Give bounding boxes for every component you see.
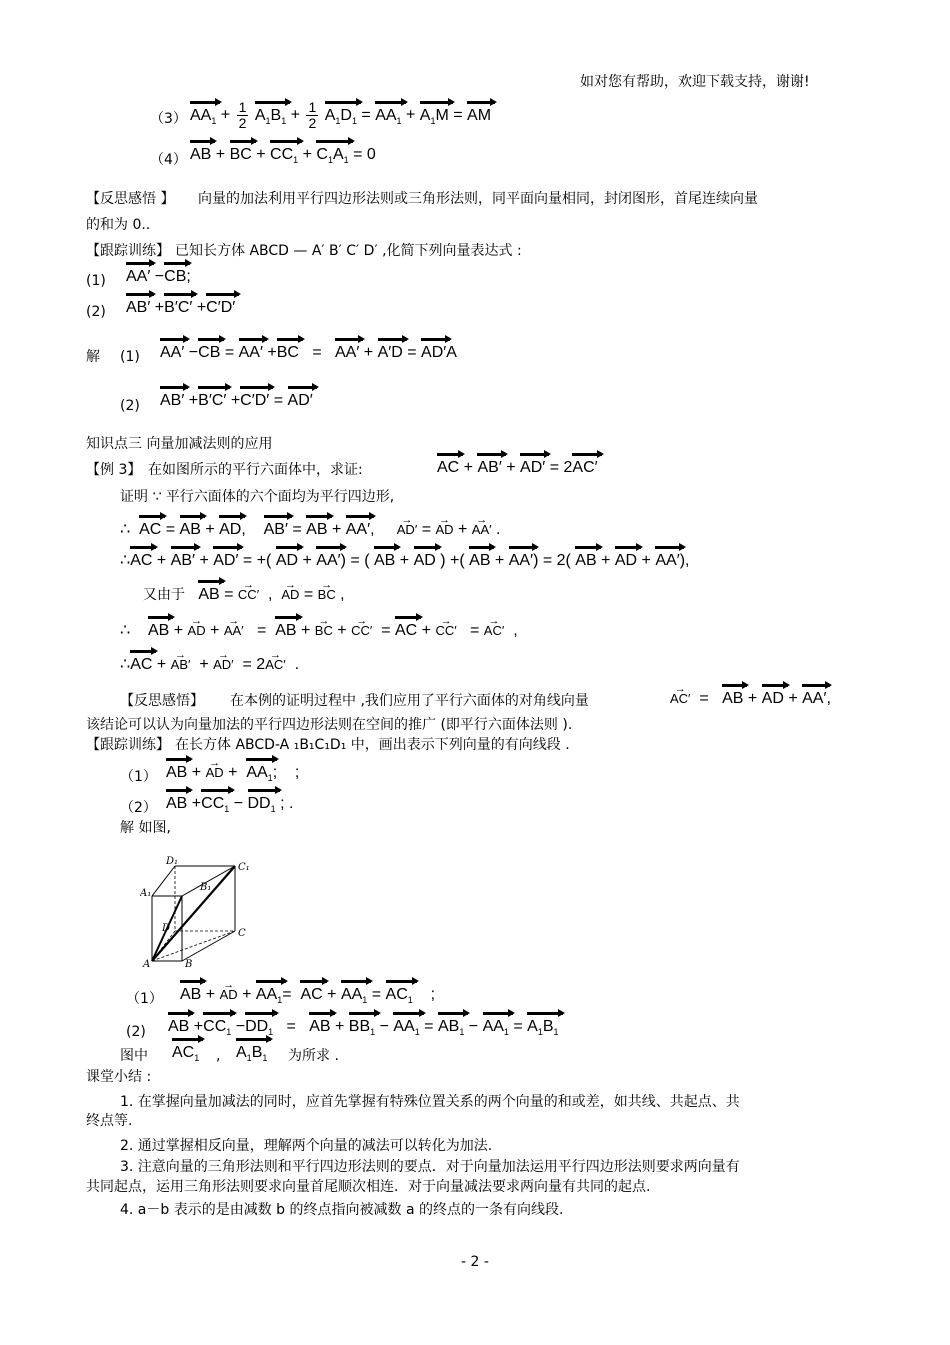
reflection-tag: 【反思感悟 】 — [86, 191, 175, 207]
vertex-label-b1: B₁ — [200, 882, 212, 893]
question-2: AB′ +B′C′ +C′D′ — [126, 299, 236, 316]
practice-2-q1: AB + → AD + $AA_1$; ; — [166, 764, 299, 787]
figure-note-sep: , — [216, 1048, 221, 1064]
item4-expression: AB + BC + $CC_1 + C_1A_1 = 0$ — [190, 146, 376, 169]
reflection-text-2: 的和为 0.. — [86, 217, 151, 233]
vertex-label-c1: C₁ — [238, 862, 250, 873]
answer-1-label: （1） — [126, 991, 163, 1007]
proof-line-1: ∴ AC = AB + AD, AB′ = AB + AA′, → AD′ = → AD + → AA′ . — [120, 521, 500, 539]
summary-point-2: 2. 通过掌握相反向量，理解两个向量的减法可以转化为加法. — [120, 1138, 493, 1154]
question-2-label: (2) — [86, 304, 106, 320]
proof-line-4: ∴ AB + → AD + → AA′ = AB + → BC + → CC′ = AC + → CC′ = → AC′ , — [120, 622, 518, 640]
item3-label: （3） — [150, 111, 187, 127]
cuboid-figure — [140, 856, 255, 968]
figure-note-vector-2: $A_1B_1$ — [236, 1044, 267, 1067]
solution-1-label: (1) — [120, 349, 140, 365]
practice-2-text: 在长方体 ABCD-A ₁B₁C₁D₁ 中，画出表示下列向量的有向线段 . — [175, 737, 570, 753]
reflection-2-text-2: 该结论可以认为向量加法的平行四边形法则在空间的推广 (即平行六面体法则 ). — [86, 717, 573, 733]
vertex-label-d: D — [162, 923, 171, 934]
vertex-label-b: B — [185, 959, 193, 968]
example-text: 在如图所示的平行六面体中，求证: — [148, 462, 363, 478]
figure-note-prefix: 图中 — [120, 1048, 148, 1064]
example-expression: AC + AB′ + AD′ = 2AC′ — [437, 459, 598, 476]
vertex-label-c: C — [238, 928, 246, 939]
vertex-label-d1: D₁ — [166, 856, 179, 867]
section-title: 知识点三 向量加减法则的应用 — [86, 436, 273, 452]
figure-note-vector-1: $AC_1$ — [172, 1044, 199, 1067]
proof-intro: 证明 ∵ 平行六面体的六个面均为平行四边形, — [120, 489, 395, 505]
summary-point-1-cont: 终点等. — [86, 1113, 133, 1129]
answer-2-label: (2) — [126, 1024, 146, 1040]
question-1-label: (1) — [86, 273, 106, 289]
vector-aa1: $AA_1$ — [190, 107, 216, 130]
reflection-2-tag: 【反思感悟】 — [120, 693, 204, 709]
figure-note-suffix: 为所求 . — [288, 1048, 339, 1064]
reflection-2-text: 在本例的证明过程中 ,我们应用了平行六面体的对角线向量 — [230, 693, 589, 709]
solution-label: 解 — [86, 349, 100, 365]
reflection-text: 向量的加法利用平行四边形法则或三角形法则，同平面向量相同，封闭图形，首尾连续向量 — [198, 191, 758, 207]
summary-title: 课堂小结 : — [86, 1069, 152, 1085]
proof-line-3: 又由于 AB = → CC′ , → AD = → BC , — [143, 586, 345, 604]
practice-2-q1-label: （1） — [120, 769, 157, 785]
item3-expression: $AA_1$ + $\frac{1}{2}$ $A_1B_1$ + $\frac{1}{2}$ $A_1D_1 = AA_1 + A_1M$ = AM — [190, 99, 492, 131]
solution-2: AB′ +B′C′ +C′D′ = AD′ — [160, 392, 313, 409]
question-1: AA′ −CB; — [126, 268, 191, 285]
answer-2: AB $+CC_1 -DD_1$ = AB + $BB_1 - AA_1 = AB_1 - AA_1 = A_1B_1$ — [168, 1018, 559, 1041]
summary-point-4: 4. a－b 表示的是由减数 b 的终点指向被减数 a 的终点的一条有向线段. — [120, 1202, 564, 1218]
solution-1: AA′ −CB = AA′ +BC = AA′ + A′D = AD′A — [160, 344, 457, 361]
example-tag: 【例 3】 — [86, 462, 142, 478]
practice-2-solution: 解 如图, — [120, 820, 171, 836]
answer-1: AB + → AD + $AA_1=$ AC + $AA_1 = AC_1$ ; — [180, 986, 435, 1009]
summary-point-3-cont: 共同起点，运用三角形法则要求向量首尾顺次相连．对于向量减法要求两向量有共同的起点. — [86, 1179, 651, 1195]
practice-2-q2-label: （2） — [120, 800, 157, 816]
reflection-2-expression: → AC′ = AB + AD + AA′, — [670, 690, 831, 708]
vertex-label-a1: A₁ — [140, 888, 152, 899]
header-note: 如对您有帮助，欢迎下载支持，谢谢! — [580, 74, 810, 90]
page-number: - 2 - — [461, 1254, 489, 1270]
practice-2-q2: AB $+CC_1 - DD_1$ ; . — [166, 795, 293, 818]
practice-text: 已知长方体 ABCD — A′ B′ C′ D′ ,化简下列向量表达式 : — [175, 243, 522, 259]
item4-label: （4） — [150, 152, 187, 168]
solution-2-label: (2) — [120, 398, 140, 414]
proof-line-2: ∴AC + AB′ + AD′ = +( AD + AA′) = ( AB + AD ) +( AB + AA′) = 2( AB + AD + AA′), — [120, 552, 690, 569]
vertex-label-a: A — [143, 959, 151, 968]
proof-line-5: ∴AC + → AB′ + → AD′ = 2→ AC′ . — [120, 656, 299, 674]
practice-2-tag: 【跟踪训练】 — [86, 737, 170, 753]
summary-point-1: 1. 在掌握向量加减法的同时，应首先掌握有特殊位置关系的两个向量的和或差，如共线、共起点、共 — [120, 1094, 740, 1110]
summary-point-3: 3. 注意向量的三角形法则和平行四边形法则的要点．对于向量加法运用平行四边形法则要求两向量有 — [120, 1159, 740, 1175]
practice-tag: 【跟踪训练】 — [86, 243, 170, 259]
fraction-half: $\frac{1}{2}$ — [238, 99, 247, 131]
